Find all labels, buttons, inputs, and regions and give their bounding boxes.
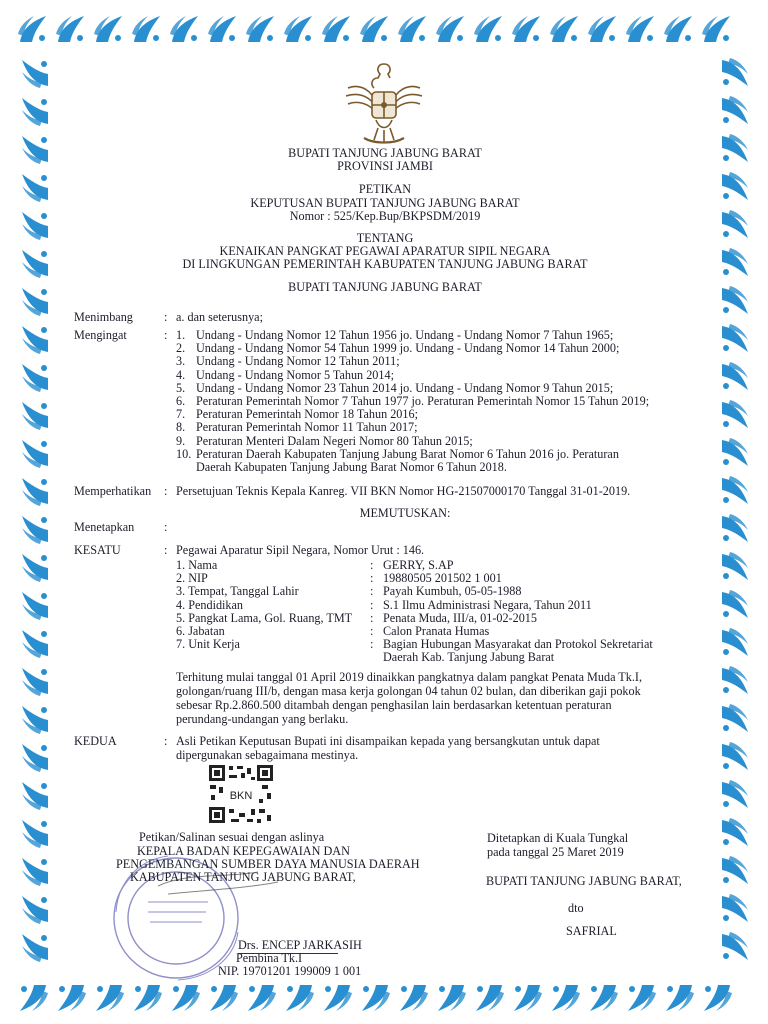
field-label: 1. Nama	[176, 558, 218, 572]
left-sign-line2: KEPALA BADAN KEPEGAWAIAN DAN	[137, 844, 350, 858]
memperhatikan-text: Persetujuan Teknis Kepala Kanreg. VII BKN Nomor HG-21507000170 Tanggal 31-01-2019.	[176, 484, 631, 498]
mengingat-item-text: Peraturan Pemerintah Nomor 11 Tahun 2017;	[196, 420, 418, 435]
field-colon: :	[370, 624, 374, 638]
memutuskan-heading: MEMUTUSKAN:	[359, 506, 451, 520]
field-value: Payah Kumbuh, 05-05-1988	[383, 584, 522, 599]
mengingat-item-text: Undang - Undang Nomor 12 Tahun 2011;	[196, 354, 400, 369]
field-colon: :	[370, 584, 374, 599]
field-colon: :	[370, 558, 374, 572]
left-sign-line3: PENGEMBANGAN SUMBER DAYA MANUSIA DAERAH	[116, 857, 420, 871]
qr-logo-text: BKN	[229, 790, 253, 802]
header-petikan: PETIKAN	[358, 182, 412, 196]
mengingat-item-text: Peraturan Pemerintah Nomor 18 Tahun 2016;	[196, 407, 418, 422]
qr-code-icon[interactable]	[207, 763, 275, 825]
paragraph-line: perundang-undangan yang berlaku.	[176, 712, 349, 726]
unit-kerja-cont: Daerah Kab. Tanjung Jabung Barat	[383, 650, 555, 664]
left-sign-nip: NIP. 19701201 199009 1 001	[218, 964, 362, 978]
mengingat-item-text: Undang - Undang Nomor 23 Tahun 2014 jo. Undang - Undang Nomor 9 Tahun 2015;	[196, 380, 614, 395]
kedua-line: Asli Petikan Keputusan Bupati ini disampaikan kepada yang bersangkutan untuk dapat	[176, 734, 600, 748]
field-value: 19880505 201502 1 001	[383, 571, 502, 586]
field-value: Penata Muda, III/a, 01-02-2015	[383, 610, 537, 625]
menimbang-label: Menimbang	[74, 310, 133, 324]
header-tentang: TENTANG	[356, 231, 414, 245]
mengingat-item-no: 1.	[176, 328, 186, 342]
menetapkan-colon: :	[164, 520, 168, 534]
mengingat-item-text: Undang - Undang Nomor 54 Tahun 1999 jo. Undang - Undang Nomor 14 Tahun 2000;	[196, 341, 620, 356]
mengingat-colon: :	[164, 328, 168, 342]
mengingat-item-no: 5.	[176, 380, 186, 395]
field-colon: :	[370, 571, 374, 586]
mengingat-item-no: 8.	[176, 420, 186, 435]
field-value: Calon Pranata Humas	[383, 624, 490, 638]
memperhatikan-colon: :	[164, 484, 168, 498]
mengingat-item-text: Peraturan Pemerintah Nomor 7 Tahun 1977 jo. Peraturan Pemerintah Nomor 15 Tahun 2019;	[196, 394, 650, 408]
mengingat-item-no: 3.	[176, 354, 186, 369]
field-value: Bagian Hubungan Masyarakat dan Protokol Sekretariat	[383, 637, 653, 652]
field-label: 6. Jabatan	[176, 624, 225, 638]
field-label: 5. Pangkat Lama, Gol. Ruang, TMT	[176, 610, 353, 625]
kesatu-intro: Pegawai Aparatur Sipil Negara, Nomor Urut : 146.	[176, 543, 425, 557]
paragraph-line: golongan/ruang III/b, dengan masa kerja golongan 04 tahun 02 bulan, dan diberikan gaji pokok	[176, 684, 641, 698]
kedua-label: KEDUA	[74, 734, 117, 748]
mengingat-label: Mengingat	[74, 328, 127, 342]
header-nomor: Nomor : 525/Kep.Bup/BKPSDM/2019	[289, 209, 481, 223]
right-sign-dto: dto	[568, 901, 584, 915]
header-keputusan: KEPUTUSAN BUPATI TANJUNG JABUNG BARAT	[250, 196, 520, 210]
mengingat-item-text: Peraturan Menteri Dalam Negeri Nomor 80 Tahun 2015;	[196, 433, 473, 448]
menimbang-colon: :	[164, 310, 168, 324]
left-sign-line1: Petikan/Salinan sesuai dengan aslinya	[139, 830, 325, 844]
right-sign-name: SAFRIAL	[566, 924, 617, 938]
field-label: 3. Tempat, Tanggal Lahir	[176, 584, 299, 599]
left-sign-name: Drs. ENCEP JARKASIH	[238, 938, 362, 952]
field-label: 7. Unit Kerja	[176, 637, 240, 652]
right-sign-place: Ditetapkan di Kuala Tungkal	[487, 831, 629, 845]
field-value: GERRY, S.AP	[383, 558, 454, 572]
field-label: 4. Pendidikan	[176, 597, 244, 612]
kedua-line: dipergunakan sebagaimana mestinya.	[176, 748, 359, 762]
header-issuer: BUPATI TANJUNG JABUNG BARAT	[288, 280, 482, 294]
kesatu-label: KESATU	[74, 543, 121, 557]
menimbang-text: a. dan seterusnya;	[176, 310, 263, 324]
mengingat-item-no: 9.	[176, 433, 186, 448]
field-colon: :	[370, 597, 374, 612]
header-province: PROVINSI JAMBI	[337, 159, 433, 173]
menetapkan-label: Menetapkan	[74, 520, 135, 534]
mengingat-item-no: 2.	[176, 341, 186, 356]
right-sign-title: BUPATI TANJUNG JABUNG BARAT,	[486, 874, 682, 888]
header-subject-1: KENAIKAN PANGKAT PEGAWAI APARATUR SIPIL NEGARA	[219, 244, 551, 258]
paragraph-line: Terhitung mulai tanggal 01 April 2019 dinaikkan pangkatnya dalam pangkat Penata Muda Tk.I,	[176, 670, 642, 684]
mengingat-item10-cont: Daerah Kabupaten Tanjung Jabung Barat Nomor 6 Tahun 2018.	[196, 460, 507, 474]
paragraph-line: sebesar Rp.2.860.500 ditambah dengan penghasilan lain berdasarkan ketentuan peraturan	[176, 698, 612, 712]
right-sign-date: pada tanggal 25 Maret 2019	[487, 845, 624, 859]
kesatu-colon: :	[164, 543, 168, 557]
header-subject-2: DI LINGKUNGAN PEMERINTAH KABUPATEN TANJUNG JABUNG BARAT	[182, 257, 588, 271]
field-label: 2. NIP	[176, 571, 208, 586]
left-sign-line4: KABUPATEN TANJUNG JABUNG BARAT,	[130, 870, 356, 884]
kedua-colon: :	[164, 734, 168, 748]
garuda-emblem-icon	[338, 58, 430, 148]
mengingat-item-no: 4.	[176, 367, 186, 382]
mengingat-item-no: 6.	[176, 394, 186, 408]
field-colon: :	[370, 637, 374, 652]
field-value: S.1 Ilmu Administrasi Negara, Tahun 2011	[383, 597, 592, 612]
mengingat-item-no: 7.	[176, 407, 186, 422]
mengingat-item-text: Undang - Undang Nomor 12 Tahun 1956 jo. Undang - Undang Nomor 7 Tahun 1965;	[196, 328, 614, 342]
mengingat-item-text: Undang - Undang Nomor 5 Tahun 2014;	[196, 367, 394, 382]
mengingat-item-text: Peraturan Daerah Kabupaten Tanjung Jabung Barat Nomor 6 Tahun 2016 jo. Peraturan	[196, 446, 619, 461]
field-colon: :	[370, 610, 374, 625]
memperhatikan-label: Memperhatikan	[74, 484, 152, 498]
left-sign-rank: Pembina Tk.I	[236, 951, 303, 965]
header-regent: BUPATI TANJUNG JABUNG BARAT	[288, 146, 482, 160]
mengingat-item-no: 10.	[176, 446, 192, 461]
